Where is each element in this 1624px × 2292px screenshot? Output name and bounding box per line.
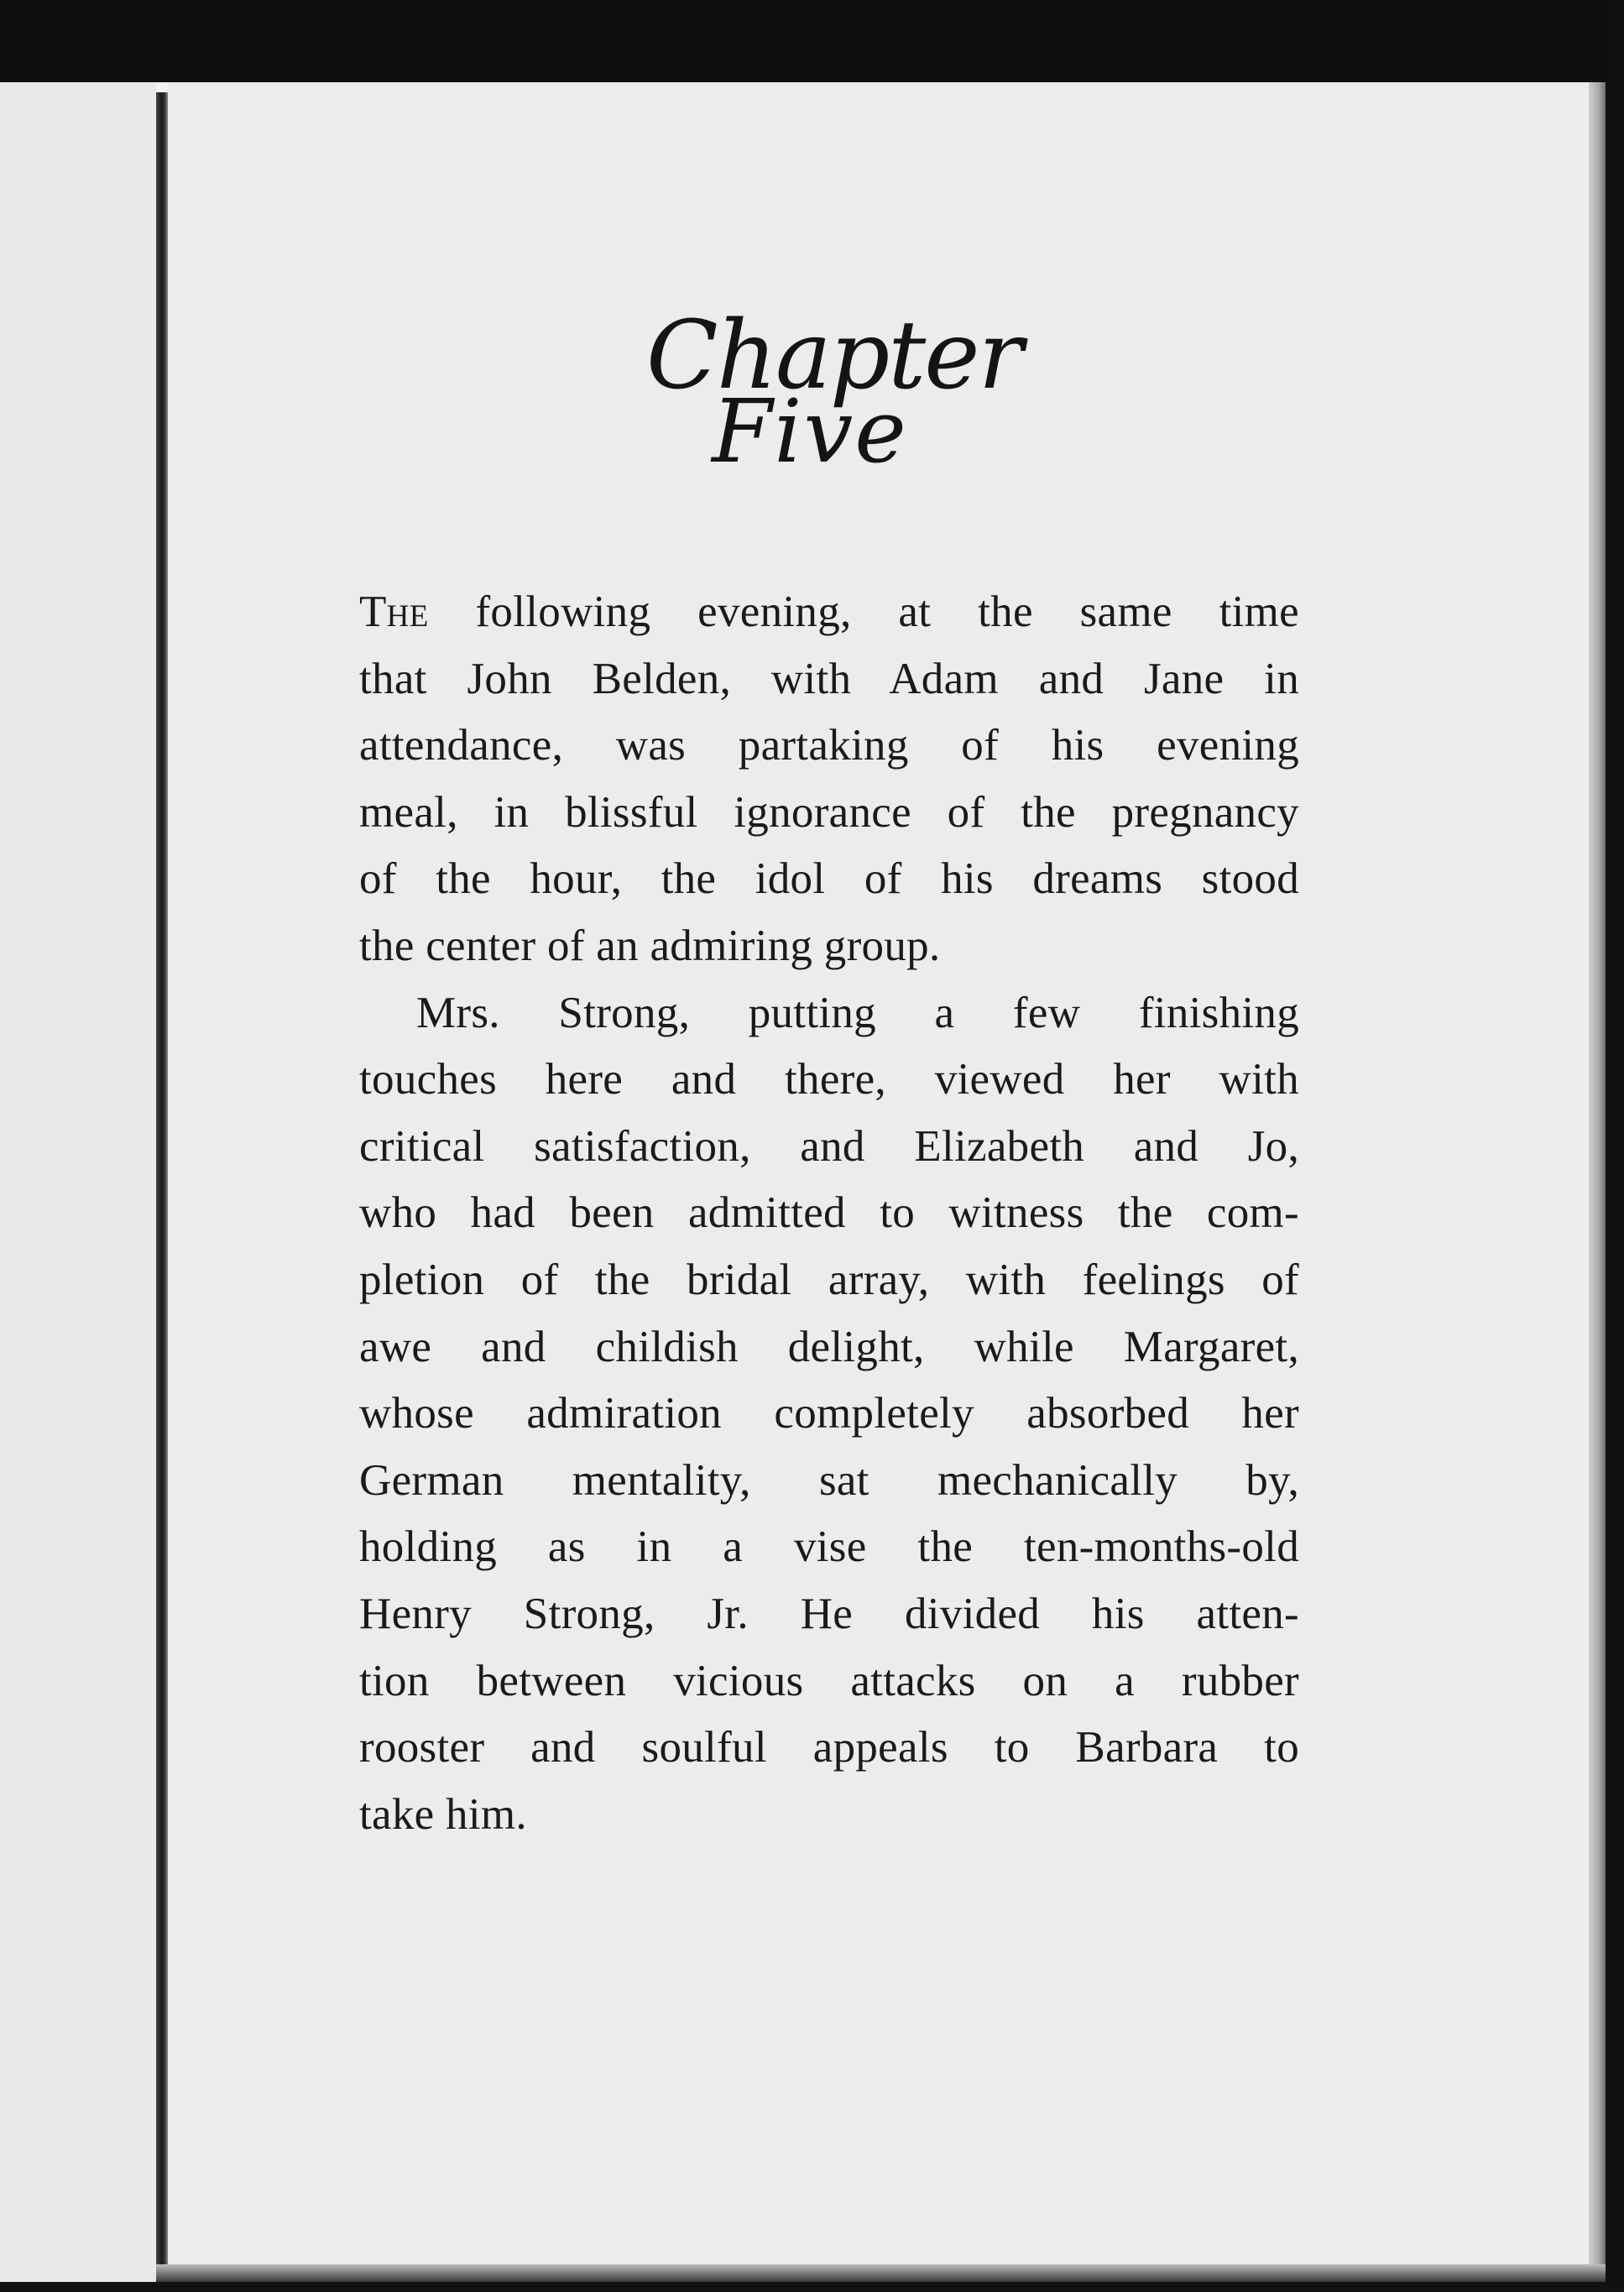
chapter-number: Five [712,380,908,483]
scan-border-top [0,0,1624,82]
text-line: Henry Strong, Jr. He divided his atten- [359,1589,1299,1638]
scan-border-right [1606,0,1624,2292]
text-line: touches here and there, viewed her with [359,1055,1299,1104]
text-line [359,579,1299,646]
text-line: awe and childish delight, while Margaret, [359,1322,1299,1371]
text-line: whose admiration completely absorbed her [359,1389,1299,1438]
text-line: who had been admitted to witness the com- [359,1188,1299,1238]
text-line: meal, in blissful ignorance of the pregnancy [359,787,1299,837]
text-line: the center of an admiring group. [359,921,941,970]
text-line: tion between vicious attacks on a rubber [359,1656,1299,1705]
chapter-heading [621,301,1022,483]
page-right-edge [1589,82,1606,2282]
scan-border-bottom [0,2282,1624,2292]
chapter-body [359,579,1299,1848]
scan-border-left [0,82,156,2282]
text-line: of the hour, the idol of his dreams stood [359,854,1299,904]
chapter-word: Chapter [646,301,1022,410]
text-line: German mentality, sat mechanically by, [359,1455,1299,1505]
text-line: Mrs. Strong, putting a few finishing [416,988,1299,1037]
lead-word: The [359,587,429,636]
paragraph-1 [359,579,1299,980]
text-line: take him. [359,1789,527,1839]
text-line: attendance, was partaking of his evening [359,721,1299,770]
text-line: that John Belden, with Adam and Jane in [359,654,1299,703]
text-line: holding as in a vise the ten-months-old [359,1522,1299,1572]
text-line: pletion of the bridal array, with feelings of [359,1255,1299,1304]
page-gutter [156,92,168,2278]
page-bottom-edge [156,2264,1606,2282]
text-line: critical satisfaction, and Elizabeth and Jo, [359,1121,1299,1171]
text-line-rest: following evening, at the same time [428,587,1299,636]
text-line: rooster and soulful appeals to Barbara to [359,1723,1299,1773]
paragraph-2 [359,980,1299,1849]
